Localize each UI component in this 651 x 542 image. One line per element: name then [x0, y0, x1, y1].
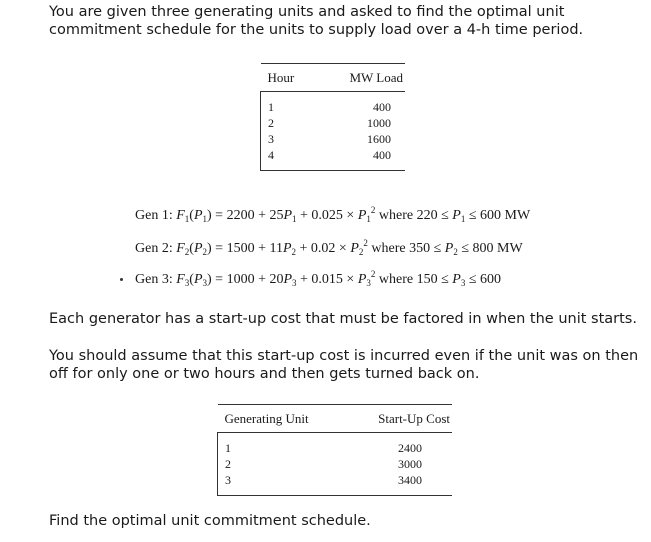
load-mw: 400 — [315, 147, 405, 171]
problem-intro: You are given three generating units and asked to find the optimal unit commitment schedule for the units to supply load over a 4-h time period. — [49, 4, 584, 38]
load-mw: 1600 — [367, 132, 391, 146]
load-table — [260, 63, 405, 171]
stray-dot — [120, 278, 123, 281]
load-table-header-mw: MW Load — [315, 64, 405, 92]
load-mw: 1000 — [367, 116, 391, 130]
startup-unit: 3 — [218, 472, 348, 496]
load-hour: 3 — [261, 131, 316, 147]
table-row — [218, 433, 453, 457]
startup-table-header-unit: Generating Unit — [218, 405, 348, 433]
table-row — [261, 131, 406, 147]
table-row — [218, 472, 453, 496]
gen1-cost-equation: Gen 1: $F_1(P_1) = 2200 + 25P_1 + 0.025 \times P_1^2$ where $220 \le P_1 \le 600$ MW — [135, 205, 531, 224]
load-hour: 4 — [261, 147, 316, 171]
startup-table-header-cost: Start-Up Cost — [347, 405, 452, 433]
gen3-cost-equation: Gen 3: $F_3(P_3) = 1000 + 20P_3 + 0.015 \times P_3^2$ where $150 \le P_3 \le 600$ — [135, 269, 502, 288]
table-row — [218, 456, 453, 472]
startup-unit: 1 — [218, 433, 348, 457]
final-question: Find the optimal unit commitment schedule. — [49, 513, 371, 529]
table-row — [261, 115, 406, 131]
load-hour: 1 — [261, 92, 316, 116]
table-row — [261, 147, 406, 171]
startup-cost: 3000 — [398, 457, 422, 471]
load-table-header-hour: Hour — [261, 64, 316, 92]
load-mw: 400 — [373, 100, 391, 114]
gen2-cost-equation: Gen 2: $F_2(P_2) = 1500 + 11P_2 + 0.02 \times P_2^2$ where $350 \le P_2 \le 800$ MW — [135, 238, 523, 257]
startup-cost: 2400 — [398, 441, 422, 455]
startup-cost-note: Each generator has a start-up cost that must be factored in when the unit starts. — [49, 311, 637, 327]
startup-cost: 3400 — [347, 472, 452, 496]
load-hour: 2 — [261, 115, 316, 131]
startup-cost-table — [217, 404, 452, 496]
assumption-note: You should assume that this start-up cost is incurred even if the unit was on then off for only one or two hours and then gets turned back on. — [49, 348, 639, 382]
table-row — [261, 92, 406, 116]
startup-unit: 2 — [218, 456, 348, 472]
